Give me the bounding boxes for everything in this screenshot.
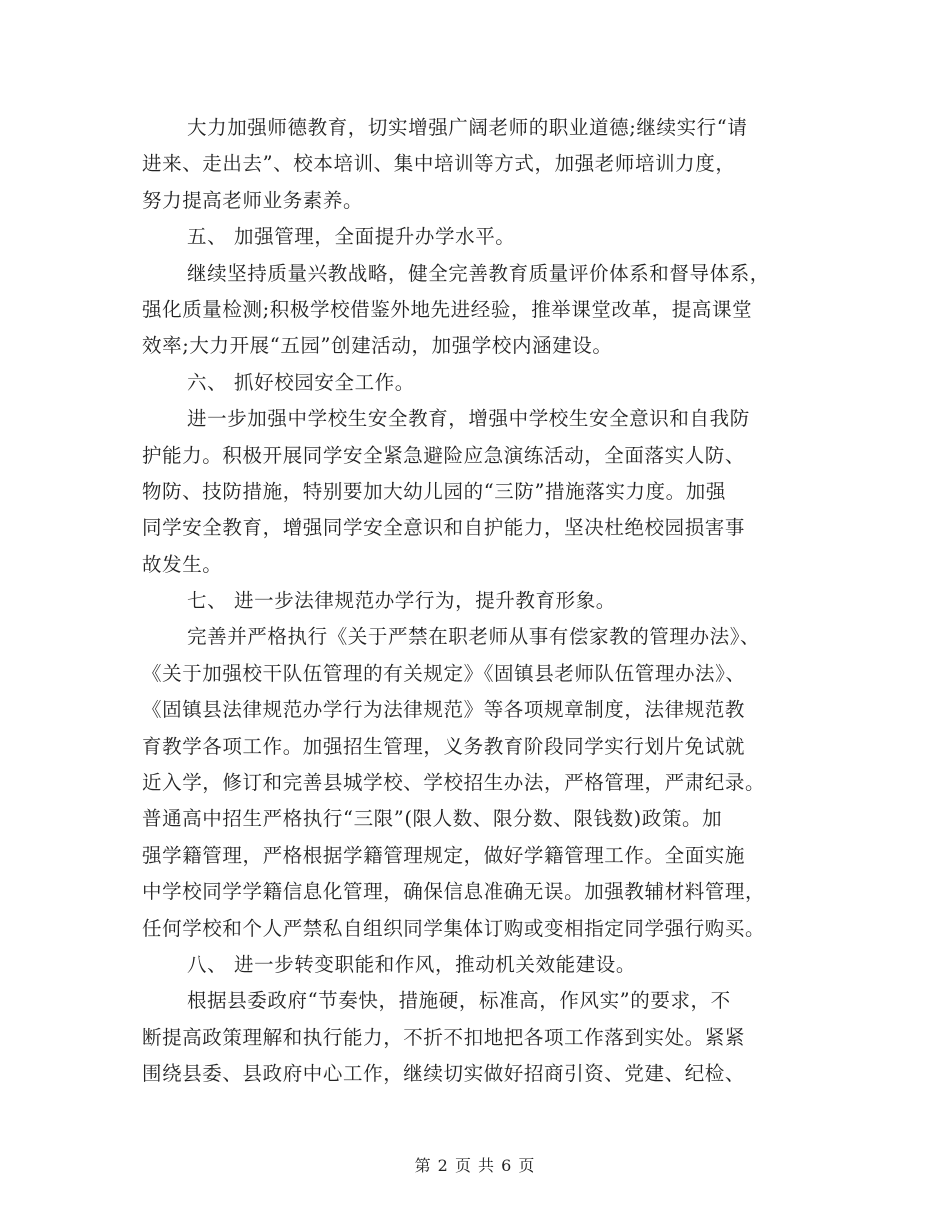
text-line: 强学籍管理，严格根据学籍管理规定，做好学籍管理工作。全面实施 [142,843,746,867]
text-line: 物防、技防措施，特别要加大幼儿园的“三防”措施落实力度。加强 [142,479,726,503]
text-line: 护能力。积极开展同学安全紧急避险应急演练活动，全面落实人防、 [142,443,746,467]
text-line: 努力提高老师业务素养。 [142,188,364,212]
text-line: 进一步加强中学校生安全教育，增强中学校生安全意识和自我防 [187,407,750,431]
text-line: 完善并严格执行《关于严禁在职老师从事有偿家教的管理办法》、 [187,625,761,649]
text-line: 七、 进一步法律规范办学行为，提升教育形象。 [187,589,616,613]
text-line: 中学校同学学籍信息化管理，确保信息准确无误。加强教辅材料管理， [142,880,766,904]
text-line: 大力加强师德教育，切实增强广阔老师的职业道德;继续实行“请 [187,116,748,139]
text-line: 任何学校和个人严禁私自组织同学集体订购或变相指定同学强行购买。 [142,916,766,940]
text-line: 《固镇县法律规范办学行为法律规范》等各项规章制度，法律规范教 [142,698,746,722]
text-line: 围绕县委、县政府中心工作，继续切实做好招商引资、党建、纪检、 [142,1062,746,1086]
text-line: 同学安全教育，增强同学安全意识和自护能力，坚决杜绝校园损害事 [142,516,746,540]
text-line: 《关于加强校干队伍管理的有关规定》《固镇县老师队伍管理办法》、 [142,661,746,685]
text-line: 强化质量检测;积极学校借鉴外地先进经验，推举课堂改革，提高课堂 [142,297,753,321]
document-body [142,110,812,1093]
text-line: 近入学，修订和完善县城学校、学校招生办法，严格管理，严肃纪录。 [142,771,766,795]
text-line: 八、 进一步转变职能和作风，推动机关效能建设。 [187,952,636,976]
text-line: 根据县委政府“节奏快，措施硬，标准高，作风实”的要求，不 [187,989,731,1013]
text-line: 五、 加强管理，全面提升办学水平。 [187,225,516,249]
text-line: 六、 抓好校园安全工作。 [187,370,415,394]
text-line: 继续坚持质量兴教战略，健全完善教育质量评价体系和督导体系， [187,261,770,285]
text-line: 效率;大力开展“五园”创建活动，加强学校内涵建设。 [142,334,613,358]
text-line: 故发生。 [142,552,223,576]
text-line: 进来、走出去”、校本培训、集中培训等方式，加强老师培训力度， [142,152,736,176]
text-line: 普通高中招生严格执行“三限”(限人数、限分数、限钱数)政策。加 [142,807,723,831]
text-line: 断提高政策理解和执行能力，不折不扣地把各项工作落到实处。紧紧 [142,1025,746,1049]
page-number-footer: 第 2 页 共 6 页 [414,1156,536,1175]
text-line: 育教学各项工作。加强招生管理，义务教育阶段同学实行划片免试就 [142,734,746,758]
